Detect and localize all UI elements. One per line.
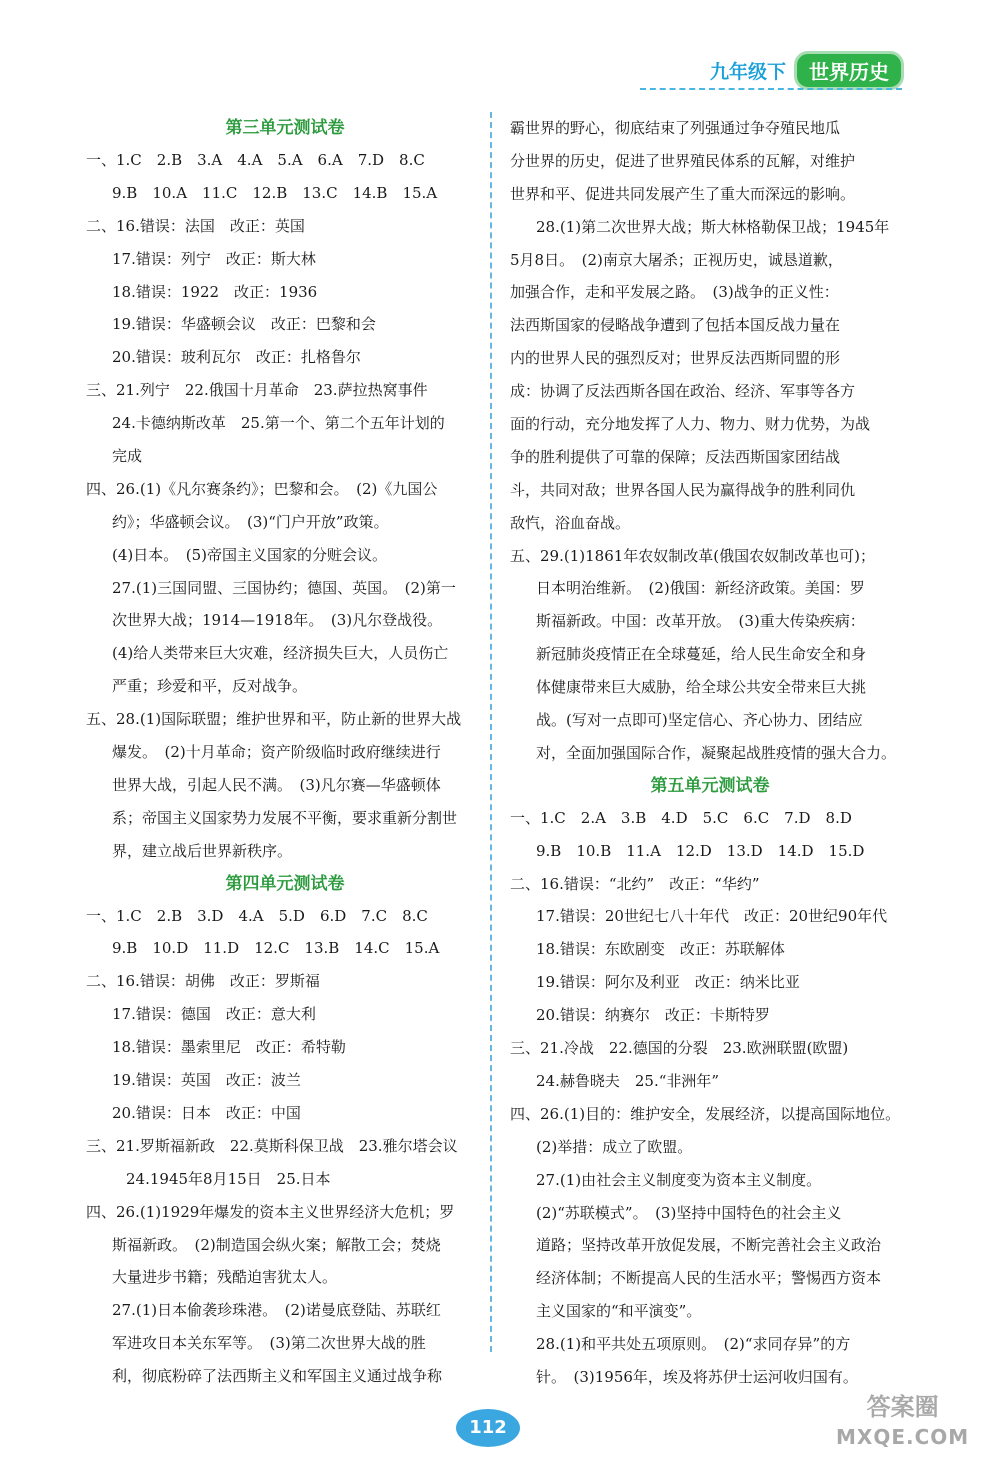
answer-line: 日本明治维新。 (2)俄国：新经济政策。美国：罗: [536, 579, 865, 598]
answer-line: 三、21.冷战 22.德国的分裂 23.欧洲联盟(欧盟): [510, 1039, 849, 1058]
answer-line: 三、21.罗斯福新政 22.莫斯科保卫战 23.雅尔塔会议: [86, 1136, 458, 1155]
answer-line: (4)给人类带来巨大灾难，经济损失巨大，人员伤亡: [112, 644, 449, 663]
answer-line: 四、26.(1)《凡尔赛条约》；巴黎和会。 (2)《九国公: [86, 479, 438, 498]
answer-line: 斗，共同对敌；世界各国人民为赢得战争的胜利同仇: [510, 480, 856, 499]
answer-line: 四、26.(1)1929年爆发的资本主义世界经济大危机；罗: [86, 1202, 455, 1221]
answer-line: 面的行动，充分地发挥了人力、物力、财力优势，为战: [510, 415, 871, 434]
answer-line: 20.错误：日本 改正：中国: [112, 1103, 301, 1122]
answer-line: 次世界大战；1914—1918年。 (3)凡尔登战役。: [112, 611, 443, 630]
answer-line: 敌忾，浴血奋战。: [510, 513, 631, 532]
answer-line: 三、21.列宁 22.俄国十月革命 23.萨拉热窝事件: [86, 381, 428, 400]
answer-line: 27.(1)三国同盟、三国协约；德国、英国。 (2)第一: [112, 578, 456, 597]
page-header: [710, 52, 904, 88]
answer-line: 战。(写对一点即可)坚定信心、齐心协力、团结应: [536, 711, 863, 730]
answer-line: 17.错误：列宁 改正：斯大林: [112, 249, 316, 268]
answer-line: 9.B 10.B 11.A 12.D 13.D 14.D 15.D: [536, 841, 865, 860]
answer-line: 一、1.C 2.B 3.D 4.A 5.D 6.D 7.C 8.C: [86, 906, 428, 925]
answer-line: 完成: [112, 447, 143, 466]
answer-line: 17.错误：德国 改正：意大利: [112, 1005, 316, 1024]
answer-line: 28.(1)和平共处五项原则。 (2)“求同存异”的方: [536, 1335, 851, 1354]
left-column: [86, 112, 484, 1393]
answer-line: 9.B 10.D 11.D 12.C 13.B 14.C 15.A: [112, 939, 440, 958]
answer-line: 19.错误：英国 改正：波兰: [112, 1071, 301, 1090]
answer-line: 27.(1)日本偷袭珍珠港。 (2)诺曼底登陆、苏联红: [112, 1301, 441, 1320]
answer-line: (2)“苏联模式”。 (3)坚持中国特色的社会主义: [536, 1203, 842, 1222]
answer-line: 法西斯国家的侵略战争遭到了包括本国反战力量在: [510, 316, 841, 335]
unit5-answers: [510, 802, 910, 1394]
answer-line: 新冠肺炎疫情正在全球蔓延，给人民生命安全和身: [536, 645, 867, 664]
answer-line: 道路；坚持改革开放促发展，不断完善社会主义政治: [536, 1236, 882, 1255]
unit3-title: 第三单元测试卷: [225, 118, 345, 138]
answer-line: 17.错误：20世纪七八十年代 改正：20世纪90年代: [536, 907, 888, 926]
answer-line: 体健康带来巨大威胁，给全球公共安全带来巨大挑: [536, 678, 867, 697]
answer-line: 约》；华盛顿会议。 (3)“门户开放”政策。: [112, 512, 389, 531]
answer-line: 19.错误：华盛顿会议 改正：巴黎和会: [112, 315, 376, 334]
answer-line: 霸世界的野心，彻底结束了列强通过争夺殖民地瓜: [510, 119, 841, 137]
answer-line: 成：协调了反法西斯各国在政治、经济、军事等各方: [510, 382, 856, 401]
answer-line: 24.卡德纳斯改革 25.第一个、第二个五年计划的: [112, 414, 445, 433]
watermark-logo: [836, 1392, 969, 1452]
column-divider: [490, 112, 492, 1352]
unit3-answers: [86, 144, 484, 868]
answer-line: 五、29.(1)1861年农奴制改革(俄国农奴制改革也可)；: [510, 546, 875, 565]
answer-line: 一、1.C 2.A 3.B 4.D 5.C 6.C 7.D 8.D: [510, 808, 852, 827]
answer-line: 18.错误：墨索里尼 改正：希特勒: [112, 1038, 346, 1057]
subject-badge: 世界历史: [794, 51, 904, 90]
answer-line: 经济体制；不断提高人民的生活水平；警惕西方资本: [536, 1269, 882, 1288]
answer-line: 内的世界人民的强烈反对；世界反法西斯同盟的形: [510, 349, 841, 368]
grade-label: 九年级下: [709, 60, 786, 83]
unit4-answers: [86, 900, 484, 1393]
answer-line: 9.B 10.A 11.C 12.B 13.C 14.B 15.A: [112, 183, 438, 202]
answer-line: 20.错误：纳赛尔 改正：卡斯特罗: [536, 1006, 770, 1025]
answer-line: 24.1945年8月15日 25.日本: [126, 1169, 331, 1188]
answer-line: 爆发。 (2)十月革命；资产阶级临时政府继续进行: [112, 743, 441, 762]
answer-line: 20.错误：玻利瓦尔 改正：扎格鲁尔: [112, 348, 361, 367]
answer-line: 27.(1)由社会主义制度变为资本主义制度。: [536, 1170, 822, 1189]
answer-line: 分世界的历史，促进了世界殖民体系的瓦解，对维护: [510, 151, 856, 170]
answer-line: 系；帝国主义国家势力发展不平衡，要求重新分割世: [112, 808, 458, 827]
unit4-answers-continued: [510, 112, 910, 770]
answer-line: 二、16.错误：胡佛 改正：罗斯福: [86, 972, 320, 991]
watermark-url: MXQE.COM: [836, 1425, 970, 1449]
answer-line: 世界和平、促进共同发展产生了重大而深远的影响。: [510, 184, 856, 203]
answer-line: 斯福新政。中国：改革开放。 (3)重大传染疾病：: [536, 612, 865, 631]
answer-line: 严重；珍爱和平，反对战争。: [112, 677, 308, 696]
unit4-title: 第四单元测试卷: [225, 873, 345, 894]
answer-line: 四、26.(1)目的：维护安全，发展经济，以提高国际地位。: [510, 1104, 901, 1123]
unit5-title: 第五单元测试卷: [650, 775, 770, 796]
answer-line: 针。 (3)1956年，埃及将苏伊士运河收归国有。: [536, 1367, 858, 1386]
answer-line: 界，建立战后世界新秩序。: [112, 841, 293, 860]
answer-line: 28.(1)第二次世界大战；斯大林格勒保卫战；1945年: [536, 217, 890, 236]
answer-line: 二、16.错误：“北约” 改正：“华约”: [510, 874, 760, 893]
answer-line: (4)日本。 (5)帝国主义国家的分赃会议。: [112, 545, 387, 564]
answer-line: 世界大战，引起人民不满。 (3)凡尔赛—华盛顿体: [112, 775, 441, 794]
answer-line: 五、28.(1)国际联盟；维护世界和平，防止新的世界大战: [86, 710, 462, 729]
answer-line: 二、16.错误：法国 改正：英国: [86, 216, 305, 235]
answer-line: 19.错误：阿尔及利亚 改正：纳米比亚: [536, 973, 800, 992]
answer-line: 一、1.C 2.B 3.A 4.A 5.A 6.A 7.D 8.C: [86, 151, 425, 169]
watermark-logo-text: 答案圈: [866, 1393, 939, 1421]
answer-line: 24.赫鲁晓夫 25.“非洲年”: [536, 1071, 720, 1090]
answer-line: 加强合作，走和平发展之路。 (3)战争的正义性：: [510, 283, 839, 302]
answer-line: 18.错误：1922 改正：1936: [112, 282, 318, 301]
answer-line: 争的胜利提供了可靠的保障；反法西斯国家团结战: [510, 447, 841, 466]
answer-line: (2)举措：成立了欧盟。: [536, 1137, 693, 1156]
answer-line: 主义国家的“和平演变”。: [536, 1302, 702, 1321]
answer-line: 大量进步书籍；残酷迫害犹太人。: [112, 1268, 338, 1287]
answer-line: 军进攻日本关东军等。 (3)第二次世界大战的胜: [112, 1334, 426, 1353]
answer-line: 18.错误：东欧剧变 改正：苏联解体: [536, 940, 785, 959]
answer-line: 斯福新政。 (2)制造国会纵火案；解散工会；焚烧: [112, 1235, 441, 1254]
right-column: [510, 112, 910, 1394]
header-rule: [640, 88, 902, 90]
page-number: 112: [456, 1409, 520, 1447]
answer-line: 利，彻底粉碎了法西斯主义和军国主义通过战争称: [112, 1367, 443, 1386]
answer-line: 5月8日。 (2)南京大屠杀；正视历史，诚恳道歉，: [510, 250, 843, 269]
answer-line: 对，全面加强国际合作，凝聚起战胜疫情的强大合力。: [536, 743, 897, 762]
